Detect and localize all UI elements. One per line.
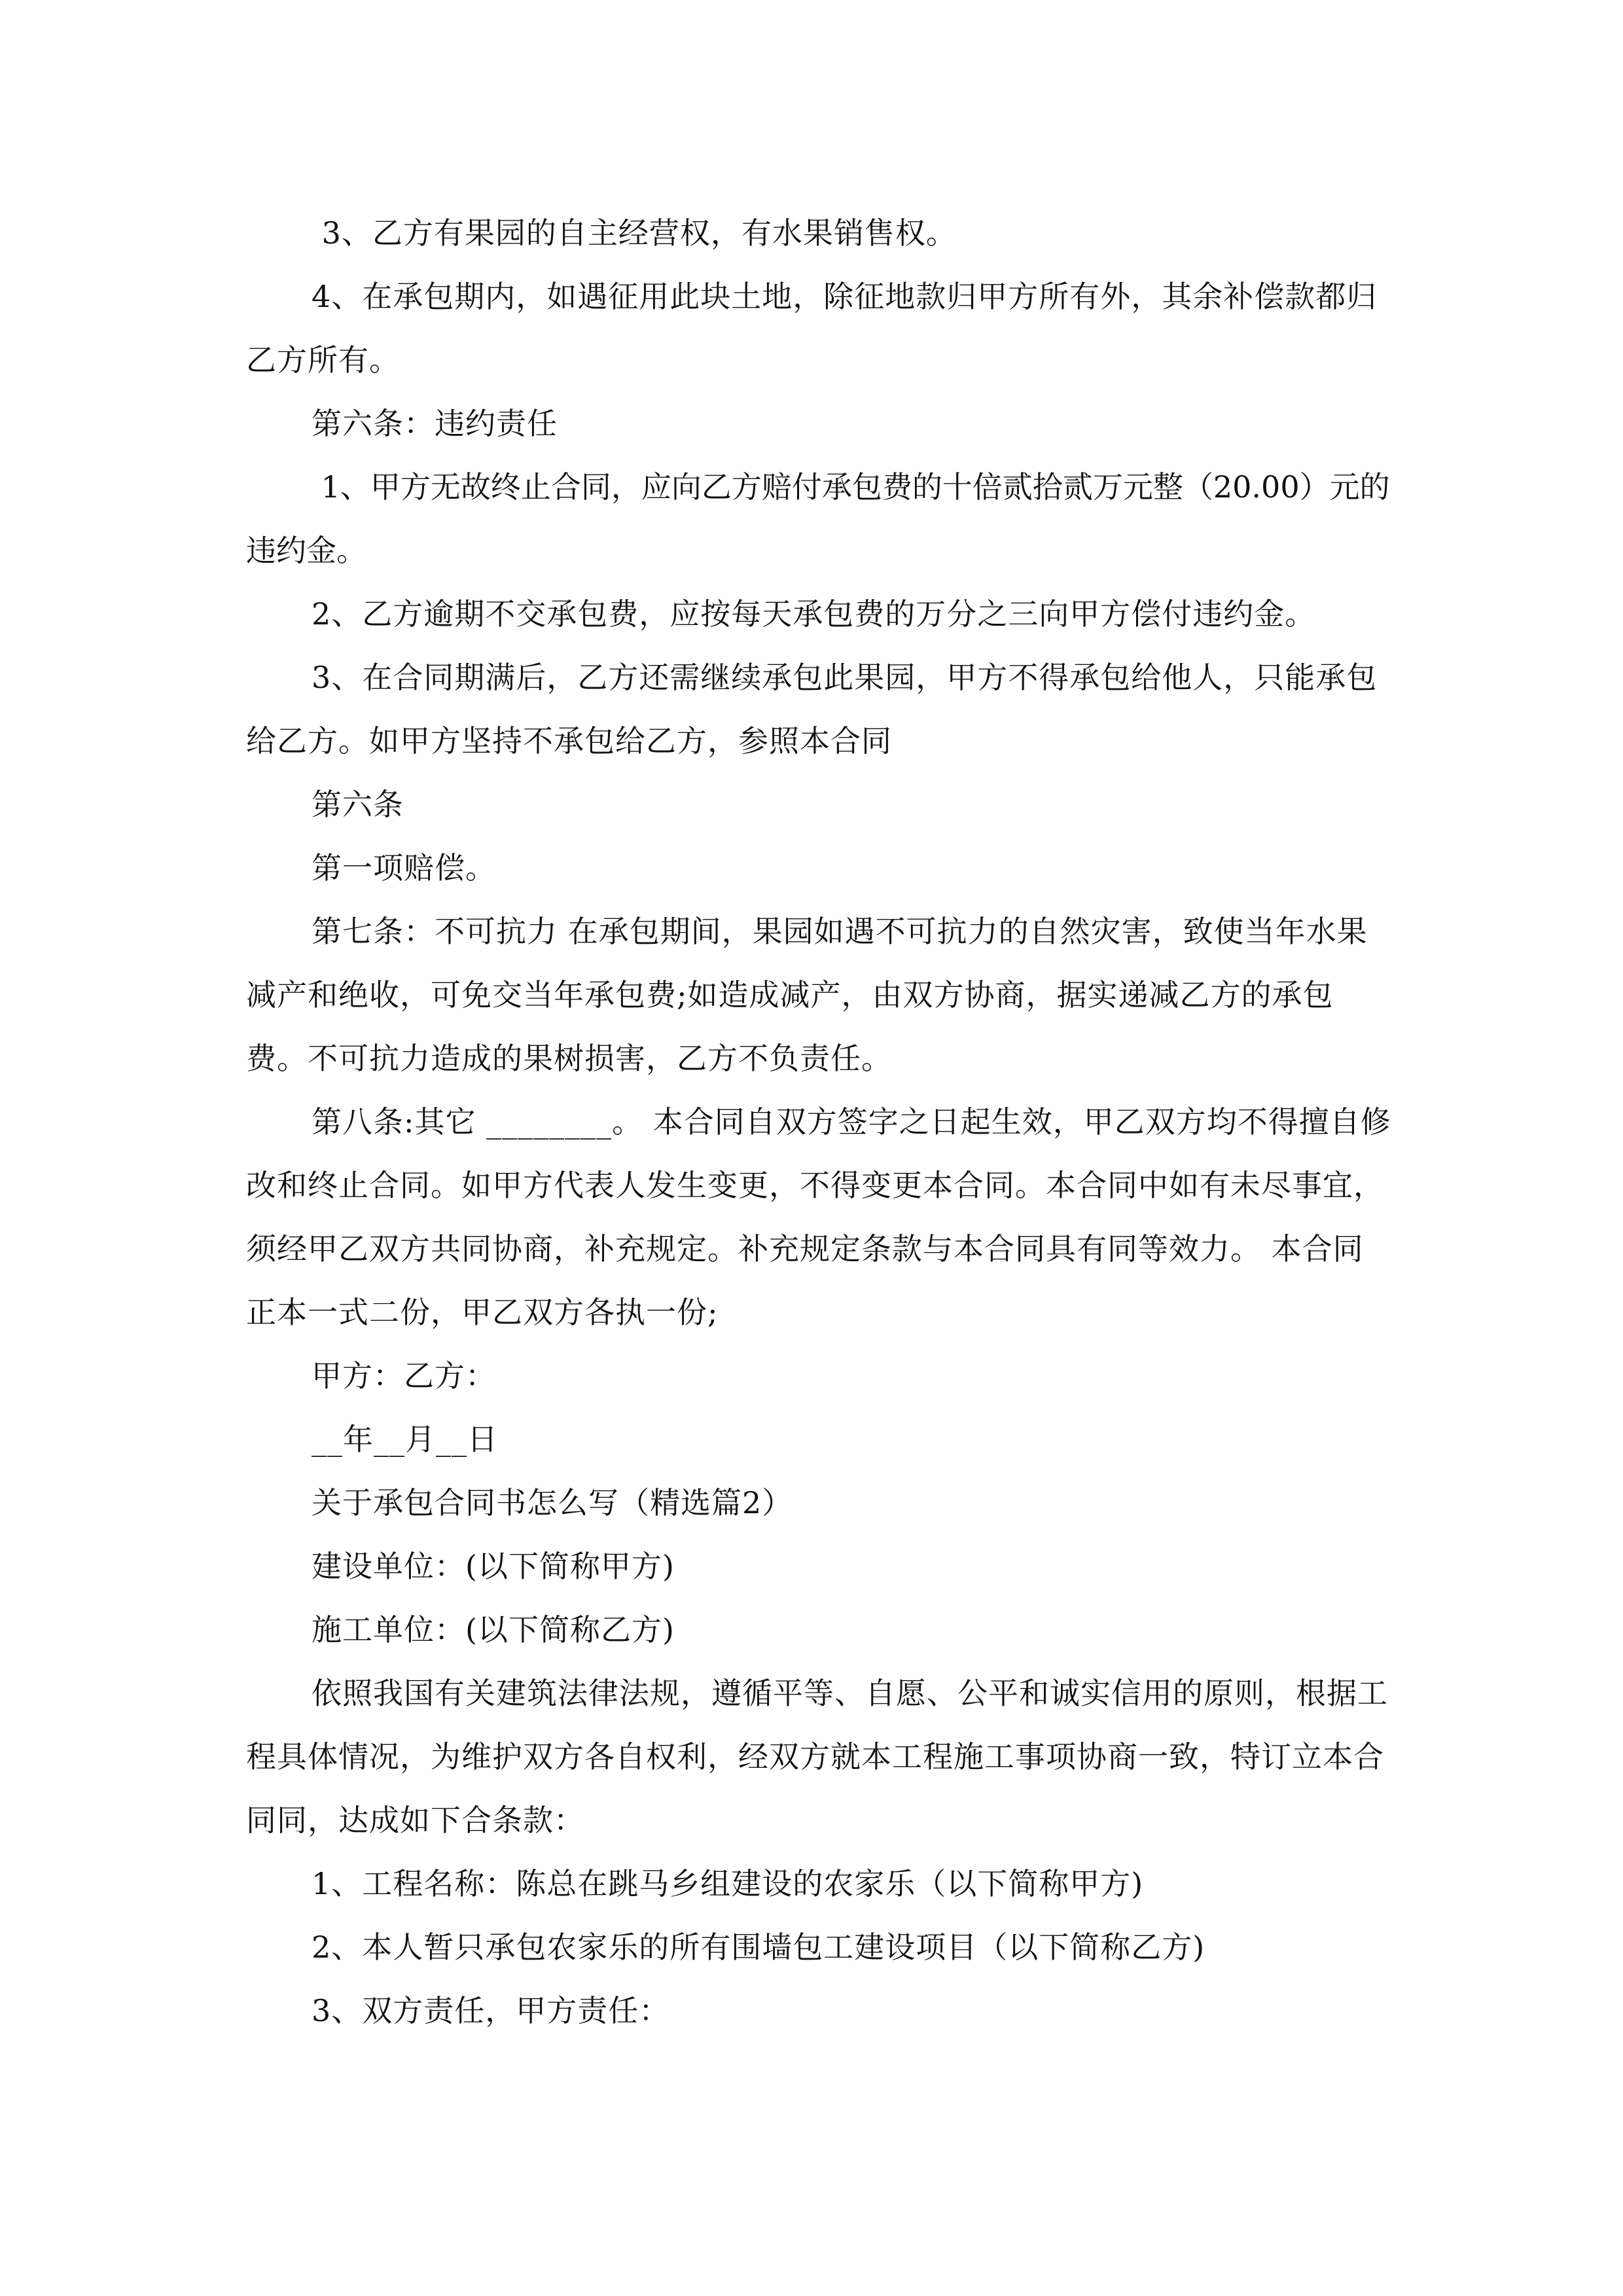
section-title-contract-2: 关于承包合同书怎么写（精选篇2） [312,1485,793,1520]
paragraph-other-terms: 第八条:其它 ________。 本合同自双方签字之日起生效，甲乙双方均不得擅自修改和终止合同。如甲方代表人发生变更，不得变更本合同。本合同中如有未尽事宜，须经甲乙双方共同协商，补充规定。补充规定条款与本合同具有同等效力。 本合同正本一式二份，甲乙双方各执一份; [246,1104,1391,1330]
document-body [246,202,1391,2043]
paragraph-item-4: 4、在承包期内，如遇征用此块土地，除征地款归甲方所有外，其余补偿款都归乙方所有。 [246,279,1378,378]
construction-unit: 建设单位：(以下简称甲方) [312,1549,675,1584]
section-heading-breach: 第六条：违约责任 [312,406,558,441]
paragraph-item-3: 3、乙方有果园的自主经营权，有水果销售权。 [312,215,957,251]
paragraph-force-majeure: 第七条：不可抗力 在承包期间，果园如遇不可抗力的自然灾害，致使当年水果减产和绝收，可免交当年承包费;如造成减产，由双方协商，据实递减乙方的承包费。不可抗力造成的果树损害，乙方不负责任。 [246,914,1368,1076]
paragraph-legal-basis: 依照我国有关建筑法律法规，遵循平等、自愿、公平和诚实信用的原则，根据工程具体情况，为维护双方各自权利，经双方就本工程施工事项协商一致，特订立本合同同，达成如下合条款： [246,1676,1388,1838]
section-heading-article-6: 第六条 [312,787,404,822]
paragraph-responsibilities: 3、双方责任，甲方责任： [312,1993,670,2028]
paragraph-project-scope: 2、本人暂只承包农家乐的所有围墙包工建设项目（以下简称乙方) [312,1929,1205,1965]
paragraph-breach-3: 3、在合同期满后，乙方还需继续承包此果园，甲方不得承包给他人，只能承包给乙方。如甲方坚持不承包给乙方，参照本合同 [246,660,1378,759]
paragraph-breach-1: 1、甲方无故终止合同，应向乙方赔付承包费的十倍贰拾贰万元整（20.00）元的违约金。 [246,469,1390,568]
paragraph-project-name: 1、工程名称：陈总在跳马乡组建设的农家乐（以下简称甲方) [312,1866,1144,1901]
signature-parties: 甲方：乙方： [312,1358,496,1393]
paragraph-first-compensation: 第一项赔偿。 [312,850,496,886]
signature-date: __年__月__日 [312,1422,498,1457]
paragraph-breach-2: 2、乙方逾期不交承包费，应按每天承包费的万分之三向甲方偿付违约金。 [312,596,1316,632]
contractor-unit: 施工单位：(以下简称乙方) [312,1612,675,1647]
